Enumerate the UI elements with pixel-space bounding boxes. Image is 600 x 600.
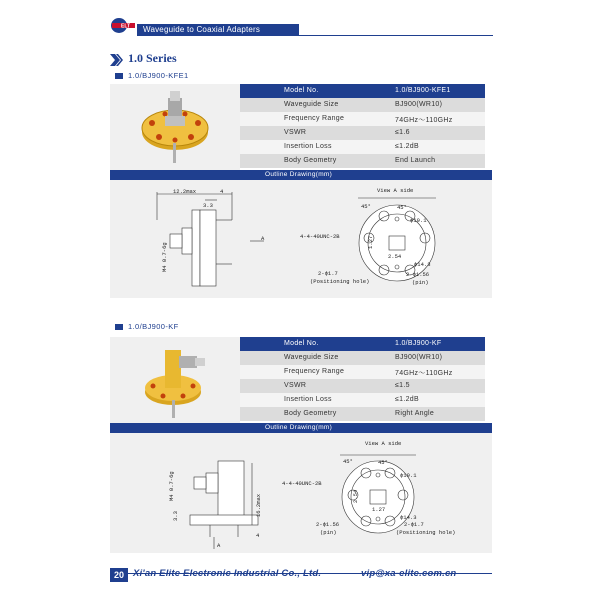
spec-value: ≤1.2dB: [395, 143, 419, 150]
header-rule: [299, 35, 493, 36]
pin-label: (pin): [412, 279, 429, 286]
spec-value: 74GHz～110GHz: [395, 117, 453, 124]
pin-dia-label: 2-ϕ1.56: [316, 521, 340, 528]
company-name: Xi'an Elite Electronic Industrial Co., Ltd.: [133, 568, 322, 579]
circle-dia-label: ϕ14.3: [414, 261, 431, 268]
model-heading: 1.0/BJ900-KFE1: [128, 71, 189, 80]
spec-value: End Launch: [395, 157, 436, 164]
contact-email[interactable]: vip@xa-elite.com.cn: [361, 568, 457, 579]
hole-dia-label: ϕ19.1: [400, 472, 417, 479]
spec-header-row: [240, 84, 485, 98]
view-title: View A side: [377, 187, 414, 194]
angle-label-2: 45°: [378, 459, 388, 466]
positioning-hole-dia: 2-ϕ1.7: [404, 521, 424, 528]
spec-label: Insertion Loss: [284, 143, 332, 150]
dim-length-label: 12.2max: [173, 188, 197, 195]
spec-label: VSWR: [284, 129, 307, 136]
spec-label: Insertion Loss: [284, 396, 332, 403]
spec-row: [240, 351, 485, 365]
spec-row: [240, 365, 485, 379]
spec-value: Right Angle: [395, 410, 435, 417]
square-bullet-icon: [115, 73, 123, 79]
spec-header-value: 1.0/BJ900-KFE1: [395, 87, 451, 94]
dim-4-label: 4: [220, 188, 224, 195]
spec-row: [240, 393, 485, 407]
adapter-photo-end-launch: [135, 88, 215, 173]
pin-label: (pin): [320, 529, 337, 536]
view-title: View A side: [365, 440, 402, 447]
screw-thread-label: 4-4-40UNC-2B: [282, 480, 322, 487]
screw-thread-label: 4-4-40UNC-2B: [300, 233, 340, 240]
dim-height-label: 16.2max: [255, 493, 262, 517]
spec-header-label: Model No.: [284, 87, 319, 94]
spec-row: [240, 126, 485, 140]
hole-dia-label: ϕ19.1: [410, 217, 427, 224]
logo-text: ELT: [121, 23, 131, 30]
spec-label: Frequency Range: [284, 368, 345, 375]
outline-drawing-2: [110, 433, 492, 553]
outline-drawing-label: Outline Drawing(mm): [265, 171, 333, 178]
angle-label-1: 45°: [361, 203, 371, 210]
spec-row: [240, 140, 485, 154]
spec-row: [240, 112, 485, 126]
spec-label: Waveguide Size: [284, 101, 339, 108]
spec-value: BJ900(WR10): [395, 101, 443, 108]
spec-label: Body Geometry: [284, 157, 337, 164]
spec-label: Waveguide Size: [284, 354, 339, 361]
spec-label: VSWR: [284, 382, 307, 389]
square-bullet-icon: [115, 324, 123, 330]
spec-value: 74GHz～110GHz: [395, 370, 453, 377]
outline-drawing-bar: [110, 423, 492, 433]
angle-label-1: 45°: [343, 458, 353, 465]
spec-label: Frequency Range: [284, 115, 345, 122]
dim-4-label: 4: [256, 532, 260, 539]
spec-value: ≤1.6: [395, 129, 410, 136]
page-number: 20: [110, 568, 128, 582]
dim-254-label: 2.54: [352, 489, 359, 503]
company-logo: [110, 17, 137, 34]
spec-value: BJ900(WR10): [395, 354, 443, 361]
adapter-photo-right-angle: [135, 340, 215, 427]
dim-254-label: 2.54: [388, 253, 402, 260]
view-marker: A: [217, 542, 221, 549]
outline-drawing-bar: [110, 170, 492, 180]
positioning-hole-label: (Positioning hole): [396, 529, 456, 536]
dim-33-label: 3.3: [203, 202, 213, 209]
model-heading: 1.0/BJ900-KF: [128, 322, 179, 331]
spec-row: [240, 407, 485, 421]
spec-value: ≤1.2dB: [395, 396, 419, 403]
spec-row: [240, 379, 485, 393]
view-marker: A: [261, 235, 265, 242]
pin-dia-label: 2-ϕ1.56: [406, 271, 430, 278]
circle-dia-label: ϕ14.3: [400, 514, 417, 521]
outline-drawing-label: Outline Drawing(mm): [265, 424, 333, 431]
spec-header-label: Model No.: [284, 340, 319, 347]
spec-row: [240, 154, 485, 168]
outline-drawing-1: [110, 180, 492, 298]
spec-row: [240, 98, 485, 112]
positioning-hole-label: (Positioning hole): [310, 278, 370, 285]
dim-127-label: 1.27: [372, 506, 386, 513]
spec-value: ≤1.5: [395, 382, 410, 389]
angle-label-2: 45°: [397, 204, 407, 211]
positioning-hole-dia: 2-ϕ1.7: [318, 270, 338, 277]
chevron-right-icon: [110, 53, 124, 71]
dim-33-label: 3.3: [172, 511, 179, 521]
spec-header-value: 1.0/BJ900-KF: [395, 340, 442, 347]
spec-label: Body Geometry: [284, 410, 337, 417]
dim-127-label: 1.27: [367, 235, 374, 249]
thread-label: M4 0.7-6g: [161, 242, 168, 272]
thread-label: M4 0.7-6g: [168, 471, 175, 501]
series-title: 1.0 Series: [128, 51, 177, 65]
header-title: Waveguide to Coaxial Adapters: [137, 24, 299, 36]
spec-header-row: [240, 337, 485, 351]
